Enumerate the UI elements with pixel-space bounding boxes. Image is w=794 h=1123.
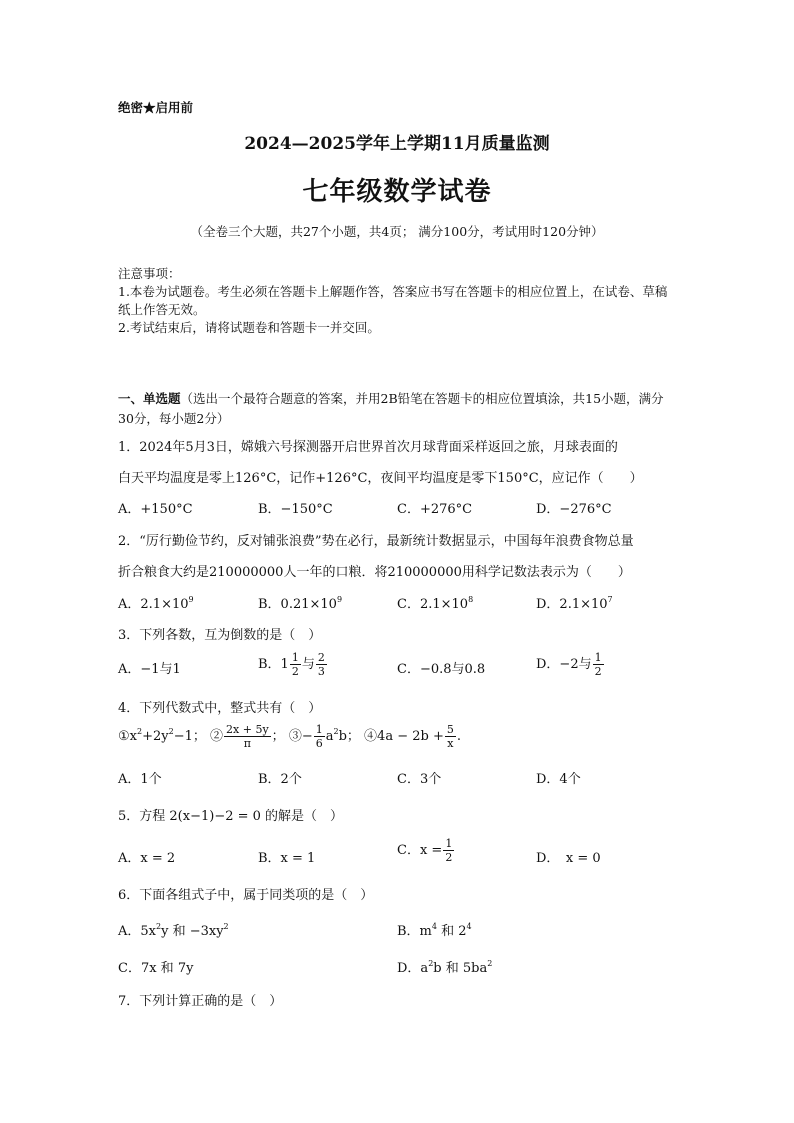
q2-option-a-exp: 9 xyxy=(188,595,194,604)
q4-expr4-a: ④4a − 2b + xyxy=(364,729,444,744)
q3-b-frac1-den: 2 xyxy=(291,665,299,678)
q4-option-d: D．4个 xyxy=(536,772,581,787)
notes-block xyxy=(118,265,678,337)
notes-heading: 注意事项： xyxy=(118,266,181,281)
q1-line2: 白天平均温度是零上126°C，记作+126°C，夜间平均温度是零下150°C，应记作（ ） xyxy=(118,471,643,486)
q6-d-sq2: 2 xyxy=(487,959,493,968)
q6-d-pre: D．a xyxy=(397,961,429,976)
notes-item-1: 1.本卷为试题卷。考生必须在答题卡上解题作答，答案应书写在答题卡的相应位置上，在试卷、草稿纸上作答无效。 xyxy=(118,284,668,317)
section-title: 一、单选题 xyxy=(118,391,181,406)
q4-expr4-num: 5 xyxy=(446,723,454,736)
q5-option-b: B．x = 1 xyxy=(258,851,316,866)
q6-b-exp2: 4 xyxy=(466,922,472,931)
q2-line2: 折合粮食大约是210000000人一年的口粮．将210000000用科学记数法表示为（ ） xyxy=(118,565,631,580)
q2-option-b-text: B．0.21×10 xyxy=(258,597,337,612)
q2-option-b-exp: 9 xyxy=(336,595,343,604)
q2-option-d xyxy=(536,593,613,612)
q5-c-frac xyxy=(443,838,454,863)
q2-option-c-exp: 8 xyxy=(468,595,474,604)
q4-expr3-end: b； xyxy=(338,729,360,744)
q2-option-c-text: C．2.1×10 xyxy=(397,597,469,612)
q6-options-row1 xyxy=(118,920,678,940)
q2-option-c xyxy=(397,593,473,612)
q3-d-frac-den: 2 xyxy=(594,665,602,678)
q6-a-mid: y 和 −3xy xyxy=(161,924,224,939)
q3-stem: 3．下列各数，互为倒数的是（ ） xyxy=(118,628,322,643)
q5-options xyxy=(118,838,678,872)
q4-expr1-c: −1； xyxy=(173,729,206,744)
q7-stem: 7．下列计算正确的是（ ） xyxy=(118,994,283,1009)
q3-option-d xyxy=(536,652,605,677)
exam-title-line2: 七年级数学试卷 xyxy=(302,177,492,207)
q4-expr3-den: 6 xyxy=(315,737,323,750)
q5-option-a: A．x = 2 xyxy=(118,851,176,866)
q4-expr3-frac xyxy=(314,724,325,749)
section-desc: （选出一个最符合题意的答案，并用2B铅笔在答题卡的相应位置填涂，共15小题，满分30分，每小题2分） xyxy=(118,391,664,426)
q6-d-sq1: 2 xyxy=(428,959,434,968)
q5-option-d: D． x = 0 xyxy=(536,851,601,866)
exam-subtitle: （全卷三个大题，共27个小题，共4页； 满分100分，考试用时120分钟） xyxy=(190,224,604,239)
q6-a-sq2: 2 xyxy=(223,922,229,931)
secret-mark: 绝密★启用前 xyxy=(118,100,194,115)
q4-expr2-num: 2x + 5y xyxy=(226,723,269,736)
q5-stem: 5．方程 2(x−1)−2 = 0 的解是（ ） xyxy=(118,809,344,824)
q1-line1: 1．2024年5月3日，嫦娥六号探测器开启世界首次月球背面采样返回之旅，月球表面的 xyxy=(118,440,618,455)
q4-expr3-b: a xyxy=(325,729,334,744)
q4-expr3-num: 1 xyxy=(315,723,323,736)
q4-expr4-den: x xyxy=(447,737,454,750)
q2-option-a xyxy=(118,593,194,612)
q6-a-sq1: 2 xyxy=(156,922,162,931)
q3-option-c: C．−0.8与0.8 xyxy=(397,662,486,677)
q3-b-frac2-num: 2 xyxy=(317,651,325,664)
q1-option-c: C．+276°C xyxy=(397,502,473,517)
q6-b-mid: 和 2 xyxy=(436,924,467,939)
q4-option-a: A．1个 xyxy=(118,772,162,787)
q3-b-frac2-den: 3 xyxy=(317,665,325,678)
q4-stem: 4．下列代数式中，整式共有（ ） xyxy=(118,701,322,716)
q4-expr3-sq: 2 xyxy=(333,727,339,736)
q3-options xyxy=(118,652,678,682)
q4-expr1-b: +2y xyxy=(142,729,169,744)
q3-d-prefix: D．−2与 xyxy=(536,657,592,672)
q6-option-c: C．7x 和 7y xyxy=(118,961,194,976)
q4-expr1-a: ①x xyxy=(118,729,137,744)
exam-title-line1: 2024—2025学年上学期11月质量监测 xyxy=(244,134,550,154)
q3-b-frac1 xyxy=(290,652,301,677)
q4-expr1-sq1: 2 xyxy=(137,727,143,736)
q6-b-exp1: 4 xyxy=(431,922,437,931)
q1-option-b: B．−150°C xyxy=(258,502,333,517)
q3-b-prefix: B．1 xyxy=(258,657,289,672)
q2-line1: 2．“厉行勤俭节约，反对铺张浪费”势在必行，最新统计数据显示，中国每年浪费食物总量 xyxy=(118,534,634,549)
q4-option-c: C．3个 xyxy=(397,772,442,787)
q5-c-num: 1 xyxy=(445,837,453,850)
q6-option-d xyxy=(397,957,492,976)
q5-c-prefix: C．x = xyxy=(397,843,443,858)
q2-options xyxy=(118,593,678,613)
notes-item-2: 2.考试结束后，请将试题卷和答题卡一并交回。 xyxy=(118,320,380,335)
q3-option-b xyxy=(258,652,328,677)
q4-expr2-a: ② xyxy=(210,729,224,744)
q3-option-a: A．−1与1 xyxy=(118,662,181,677)
q2-option-a-text: A．2.1×10 xyxy=(118,597,189,612)
q2-option-b xyxy=(258,593,342,612)
q4-options xyxy=(118,768,678,788)
q5-option-c xyxy=(397,838,455,863)
q3-b-mid: 与 xyxy=(301,657,315,672)
q6-options-row2 xyxy=(118,957,678,977)
q2-option-d-text: D．2.1×10 xyxy=(536,597,608,612)
q1-option-a: A．+150°C xyxy=(118,502,193,517)
q4-expr2-den: π xyxy=(243,737,251,750)
q4-expr1-sq2: 2 xyxy=(168,727,174,736)
q4-expressions xyxy=(118,724,678,758)
q5-c-den: 2 xyxy=(445,851,453,864)
q3-d-frac xyxy=(593,652,604,677)
q6-option-b xyxy=(397,920,472,939)
q6-option-a xyxy=(118,920,229,939)
q4-expr4-frac xyxy=(445,724,456,749)
q2-option-d-exp: 7 xyxy=(607,595,613,604)
q3-d-frac-num: 1 xyxy=(594,651,602,664)
q1-option-d: D．−276°C xyxy=(536,502,612,517)
q6-stem: 6．下面各组式子中，属于同类项的是（ ） xyxy=(118,888,374,903)
q6-d-mid: b 和 5ba xyxy=(433,961,488,976)
q6-a-pre: A．5x xyxy=(118,924,156,939)
q4-expr2-frac xyxy=(224,724,271,749)
q4-option-b: B．2个 xyxy=(258,772,302,787)
q3-b-frac1-num: 1 xyxy=(291,651,299,664)
q4-expr2-end: ； xyxy=(271,729,285,744)
q6-b-pre: B．m xyxy=(397,924,432,939)
q4-expr3-a: ③− xyxy=(288,729,313,744)
section-heading xyxy=(118,389,678,429)
q3-b-frac2 xyxy=(316,652,327,677)
q1-options xyxy=(118,498,678,518)
q4-expr4-end: . xyxy=(456,729,461,744)
